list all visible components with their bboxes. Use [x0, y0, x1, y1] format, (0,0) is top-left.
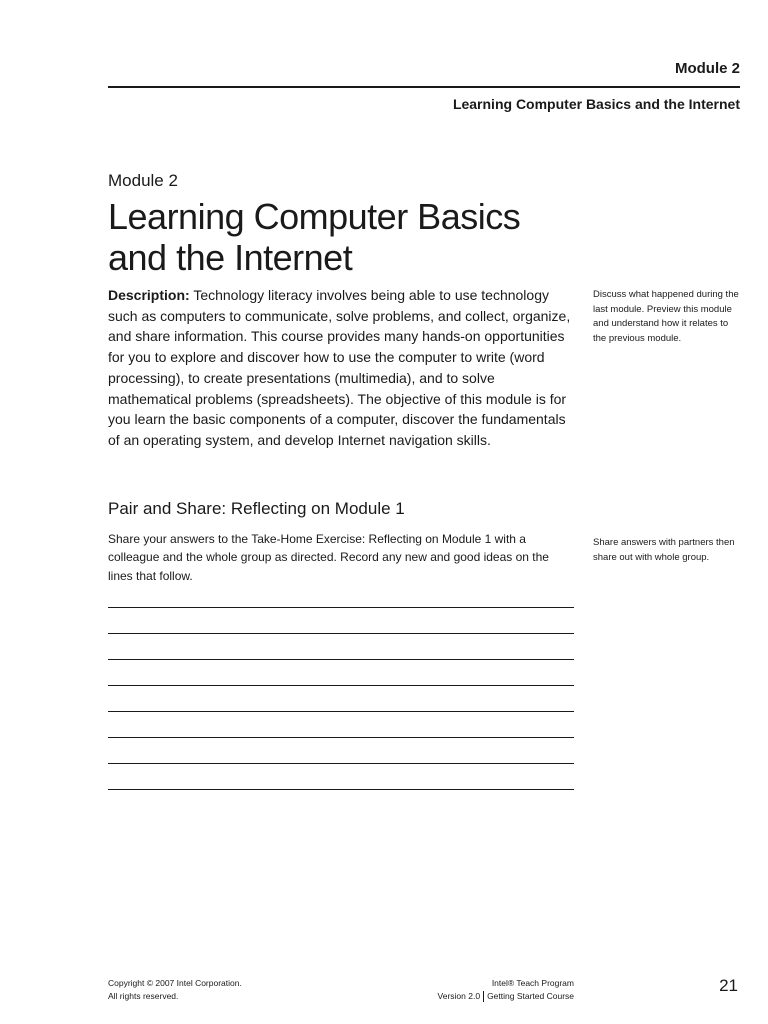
section-heading-pair-share: Pair and Share: Reflecting on Module 1 — [108, 499, 405, 518]
version-course-line — [438, 990, 574, 1003]
writing-line — [108, 789, 574, 790]
side-note-discuss: Discuss what happened during the last module. Preview this module and understand how it relates to the previous module. — [593, 289, 739, 344]
version-label: Version 2.0 — [437, 990, 481, 1001]
description-lead: Description: — [108, 287, 190, 303]
writing-line — [108, 763, 574, 764]
header-divider — [108, 86, 740, 88]
separator-bar — [483, 991, 484, 1002]
program-name: Intel® Teach Program — [491, 978, 574, 988]
header-module-label: Module 2 — [674, 60, 740, 77]
module-label: Module 2 — [108, 171, 178, 190]
writing-line — [108, 711, 574, 712]
page-title-line-2: and the Internet — [108, 237, 353, 278]
writing-line — [108, 685, 574, 686]
side-note-share: Share answers with partners then share out with whole group. — [593, 537, 735, 563]
writing-line — [108, 633, 574, 634]
page-title — [108, 196, 568, 278]
footer-copyright — [108, 977, 242, 1002]
header-running-title: Learning Computer Basics and the Internet — [452, 96, 740, 112]
page-title-line-1: Learning Computer Basics — [108, 196, 521, 237]
page-number: 21 — [719, 976, 738, 995]
copyright-line-2: All rights reserved. — [108, 990, 179, 1001]
description-paragraph — [108, 285, 578, 451]
description-body: Technology literacy involves being able to use technology such as computers to communicate, solve problems, and collect, organize, and share information. This course provides many hands-on opportunities for you to explore and discover how to use the computer to write (word processing), to create presentations (multimedia), and to solve mathematical problems (spreadsheets). The objective of this module is for you learn the basic components of a computer, discover the fundamentals of an operating system, and develop Internet navigation skills. — [108, 287, 571, 448]
writing-line — [108, 659, 574, 660]
footer-program — [438, 977, 574, 1002]
course-name: Getting Started Course — [487, 990, 574, 1001]
pair-share-instructions: Share your answers to the Take-Home Exercise: Reflecting on Module 1 with a colleague and the whole group as directed. Record any new and good ideas on the lines that follow. — [108, 532, 549, 583]
copyright-line-1: Copyright © 2007 Intel Corporation. — [108, 978, 242, 988]
writing-line — [108, 607, 574, 608]
writing-line — [108, 737, 574, 738]
